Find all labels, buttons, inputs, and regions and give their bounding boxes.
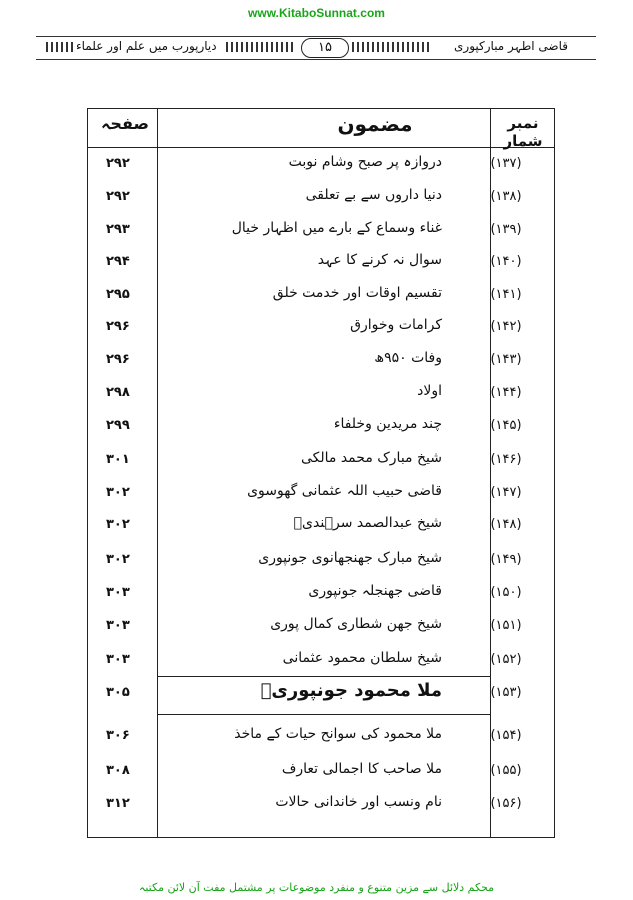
row-title: قاضی حبیب اللہ عثمانی گھوسوی bbox=[247, 483, 442, 499]
site-url: www.KitaboSunnat.com bbox=[248, 6, 385, 20]
table-row bbox=[88, 446, 554, 477]
row-title: شیخ مبارک جھنجھانوی جونپوری bbox=[258, 550, 442, 566]
row-serial-number: (۱۳۹) bbox=[490, 222, 522, 237]
row-title: کرامات وخوارق bbox=[350, 317, 442, 333]
row-title: غناء وسماع کے بارے میں اظہار خیال bbox=[231, 220, 442, 236]
row-page-number: ۲۹۲ bbox=[106, 189, 130, 204]
table-row bbox=[88, 379, 554, 410]
table-row bbox=[88, 313, 554, 344]
row-title: ملا صاحب کا اجمالی تعارف bbox=[281, 761, 442, 777]
row-serial-number: (۱۵۳) bbox=[490, 685, 522, 700]
footer-tagline: محکم دلائل سے مزین متنوع و منفرد موضوعات پر مشتمل مفت آن لائن مکتبہ bbox=[138, 881, 495, 894]
header-ornament-left bbox=[46, 42, 76, 52]
row-page-number: ۳۰۲ bbox=[106, 517, 130, 532]
table-row bbox=[88, 546, 554, 577]
row-serial-number: (۱۴۸) bbox=[490, 517, 522, 532]
header-ornament-mid-left bbox=[226, 42, 296, 52]
row-page-number: ۳۰۳ bbox=[106, 618, 130, 633]
table-row bbox=[88, 579, 554, 610]
row-serial-number: (۱۴۲) bbox=[490, 319, 522, 334]
row-page-number: ۲۹۹ bbox=[106, 418, 130, 433]
row-serial-number: (۱۴۴) bbox=[490, 385, 522, 400]
row-serial-number: (۱۴۵) bbox=[490, 418, 522, 433]
row-serial-number: (۱۵۰) bbox=[490, 585, 522, 600]
row-serial-number: (۱۴۳) bbox=[490, 352, 522, 367]
row-page-number: ۳۰۳ bbox=[106, 585, 130, 600]
table-row bbox=[88, 346, 554, 377]
row-title: تقسیم اوقات اور خدمت خلق bbox=[272, 285, 442, 301]
title-column-header: مضمون bbox=[337, 112, 413, 136]
table-row bbox=[88, 412, 554, 443]
row-title: شیخ جھن شطاری کمال پوری bbox=[270, 616, 442, 632]
row-serial-number: (۱۳۸) bbox=[490, 189, 522, 204]
row-title: ملا محمود کی سوانح حیات کے ماخذ bbox=[234, 726, 442, 742]
row-serial-number: (۱۳۷) bbox=[490, 156, 522, 171]
row-serial-number: (۱۴۶) bbox=[490, 452, 522, 467]
section-divider-bottom bbox=[157, 714, 490, 715]
row-page-number: ۳۰۸ bbox=[106, 763, 130, 778]
row-page-number: ۳۰۲ bbox=[106, 485, 130, 500]
row-title: شیخ عبدالصمد سرہندیؒ bbox=[293, 515, 442, 531]
row-page-number: ۲۹۶ bbox=[106, 319, 130, 334]
row-serial-number: (۱۵۶) bbox=[490, 796, 522, 811]
row-title: قاضی جھنجلہ جونپوری bbox=[308, 583, 442, 599]
row-serial-number: (۱۵۲) bbox=[490, 652, 522, 667]
row-page-number: ۳۰۶ bbox=[106, 728, 130, 743]
table-row bbox=[88, 757, 554, 788]
row-title: شیخ سلطان محمود عثمانی bbox=[282, 650, 442, 666]
table-row bbox=[88, 248, 554, 279]
table-row bbox=[88, 646, 554, 677]
table-row bbox=[88, 281, 554, 312]
row-page-number: ۲۹۲ bbox=[106, 156, 130, 171]
table-row bbox=[88, 216, 554, 247]
row-page-number: ۲۹۸ bbox=[106, 385, 130, 400]
table-row bbox=[88, 722, 554, 753]
row-title: شیخ مبارک محمد مالکی bbox=[300, 450, 442, 466]
row-page-number: ۲۹۶ bbox=[106, 352, 130, 367]
table-row bbox=[88, 511, 554, 542]
row-serial-number: (۱۵۵) bbox=[490, 763, 522, 778]
running-header bbox=[36, 36, 596, 60]
table-row bbox=[88, 790, 554, 821]
row-serial-number: (۱۴۰) bbox=[490, 254, 522, 269]
header-ornament-mid-right bbox=[352, 42, 432, 52]
row-page-number: ۲۹۵ bbox=[106, 287, 130, 302]
row-page-number: ۳۰۳ bbox=[106, 652, 130, 667]
row-serial-number: (۱۴۹) bbox=[490, 552, 522, 567]
row-serial-number: (۱۵۴) bbox=[490, 728, 522, 743]
page-column-header: صفحہ bbox=[101, 114, 149, 133]
row-page-number: ۲۹۳ bbox=[106, 222, 130, 237]
book-title: دیارپورب میں علم اور علماء bbox=[76, 39, 217, 53]
row-title: دنیا داروں سے بے تعلقی bbox=[305, 187, 442, 203]
row-title: چند مریدین وخلفاء bbox=[333, 416, 442, 432]
table-row bbox=[88, 150, 554, 181]
table-row bbox=[88, 479, 554, 510]
row-page-number: ۳۱۲ bbox=[106, 796, 130, 811]
row-title: اولاد bbox=[417, 383, 442, 399]
row-page-number: ۳۰۵ bbox=[106, 685, 130, 700]
row-page-number: ۳۰۱ bbox=[106, 452, 130, 467]
table-row bbox=[88, 679, 554, 710]
row-title: وفات ۹۵۰ھ bbox=[374, 350, 442, 366]
row-serial-number: (۱۴۱) bbox=[490, 287, 522, 302]
author-name: قاضی اطہر مبارکپوری bbox=[454, 39, 568, 53]
section-heading: ملا محمود جونپوریؒ bbox=[260, 680, 442, 701]
table-row bbox=[88, 183, 554, 214]
row-serial-number: (۱۴۷) bbox=[490, 485, 522, 500]
row-title: نام ونسب اور خاندانی حالات bbox=[275, 794, 442, 810]
row-title: سوال نہ کرنے کا عہد bbox=[317, 252, 442, 268]
row-page-number: ۲۹۴ bbox=[106, 254, 130, 269]
row-title: دروازہ پر صبح وشام نوبت bbox=[288, 154, 442, 170]
row-serial-number: (۱۵۱) bbox=[490, 618, 522, 633]
page-number: ۱۵ bbox=[301, 38, 349, 58]
number-column-header: نمبر شمار bbox=[503, 114, 543, 150]
table-row bbox=[88, 612, 554, 643]
row-page-number: ۳۰۲ bbox=[106, 552, 130, 567]
